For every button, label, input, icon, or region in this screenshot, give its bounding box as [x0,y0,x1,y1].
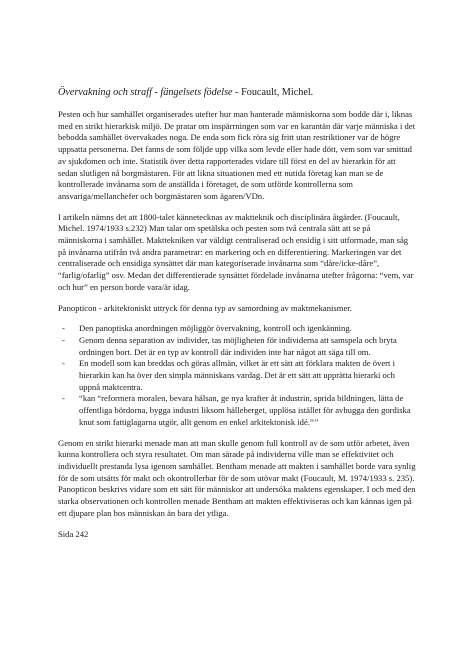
list-item-text: Den panoptiska anordningen möjliggör övervakning, kontroll och igenkänning. [79,323,352,334]
page-number: Sida 242 [58,528,89,539]
paragraph-artikeln: I artikeln nämns det att 1800-talet kännetecknas av maktteknik och disciplinära åtgärder. (Foucault, Michel. 1974/1933 s.232) Man talar om spetälska och pesten som två centrala sätt att se på människorna i samhället. Makttekniken var väldigt centraliserad och ensidig i sitt utformade, man såg på invånarna utifrån två andra parametrar: en markering och en differentiering. Markeringen var det centraliserade och ensidiga synsättet där man kategoriserade invånarna som “dåre/icke-dåre”, “farlig/ofarlig” osv. Medan det differentierade synsättet fördelade invånarna utefter frågorna: “vem, var och hur” en person borde vara/är idag. [58,211,414,292]
list-item-text: “kan “reformera moralen, bevara hälsan, ge nya krafter åt industrin, sprida bildningen, lätta de offentliga bördorna, bygga industri liksom hälleberget, upplösa istället för avhugga den gordiska knut som fattiglagarna utgör, allt genom en enkel arkitektonisk idé.”’’ [79,393,411,427]
bullet-marker: - [62,393,65,404]
bullet-marker: - [62,358,65,369]
list-item-text: En modell som kan breddas och göras allmän, vilket är ett sätt att förklara makten de övert i hierarkin kan ha över den simpla människans vardag. Det är ett sätt att upprätta hierarki och uppnå maktcentra. [79,358,395,392]
list-item [58,335,416,358]
title-author: - Foucault, Michel. [232,87,314,98]
list-item [58,323,416,335]
paragraph-panopticon: Panopticon - arkitektoniskt uttryck för denna typ av samordning av maktmekanismer. [58,302,352,313]
list-item [58,358,416,393]
paragraph-pesten: Pesten och hur samhället organiserades utefter hur man hanterade människorna som bodde där i, liknas med en strikt hierarkisk miljö. De pratar om inspärrningen som var en karantän där varje människa i det bebodda samhället övervakades noga. De enda som fick röra sig fritt utan restriktioner var de högre uppsatta personerna. Det fanns de som följde upp vilka som levde eller hade dött, vem som var smittad av sjukdomen och inte. Statistik över detta rapporterades vidare till först en del av hierarkin för att sedan slutligen nå borgmästaren. För att likna situationen med ett nutida företag kan man se de kontrollerade invånarna som de anställda i företaget, de som utförde kontrollerna som ansvariga/mellanchefer och borgmästaren som ägaren/VDn. [58,109,416,201]
bullet-marker: - [62,323,65,334]
paragraph-hierarki: Genom en strikt hierarki menade man att man skulle genom full kontroll av de som utför arbetet, även kunna kontrollera och styra resultatet. Om man särade på individerna ville man se effektivitet och individuellt prestanda lysa igenom samhället. Bentham menade att makten i samhället borde vara synlig för de som utsätts för makt och okontrollerbar för de som utövar makt (Foucault, M. 1974/1933 s. 235). Panopticon beskrivs vidare som ett sätt för människor att undersöka maktens egenskaper. I och med den starka observationen och kontrollen menade Bentham att makten effektiviseras och kan kännas igen på ett djupare plan hos människan än bara det ytliga. [58,437,416,518]
title-italic: Övervakning och straff - fängelsets födelse [58,87,233,98]
document-title [58,86,416,99]
list-item-text: Genom denna separation av individer, tas möjligheten för individerna att samspela och bryta ordningen bort. Det är en typ av kontroll där individen inte har något att säga till om. [79,334,397,357]
bullet-marker: - [62,334,65,345]
bullet-list [58,323,416,428]
list-item [58,393,416,428]
